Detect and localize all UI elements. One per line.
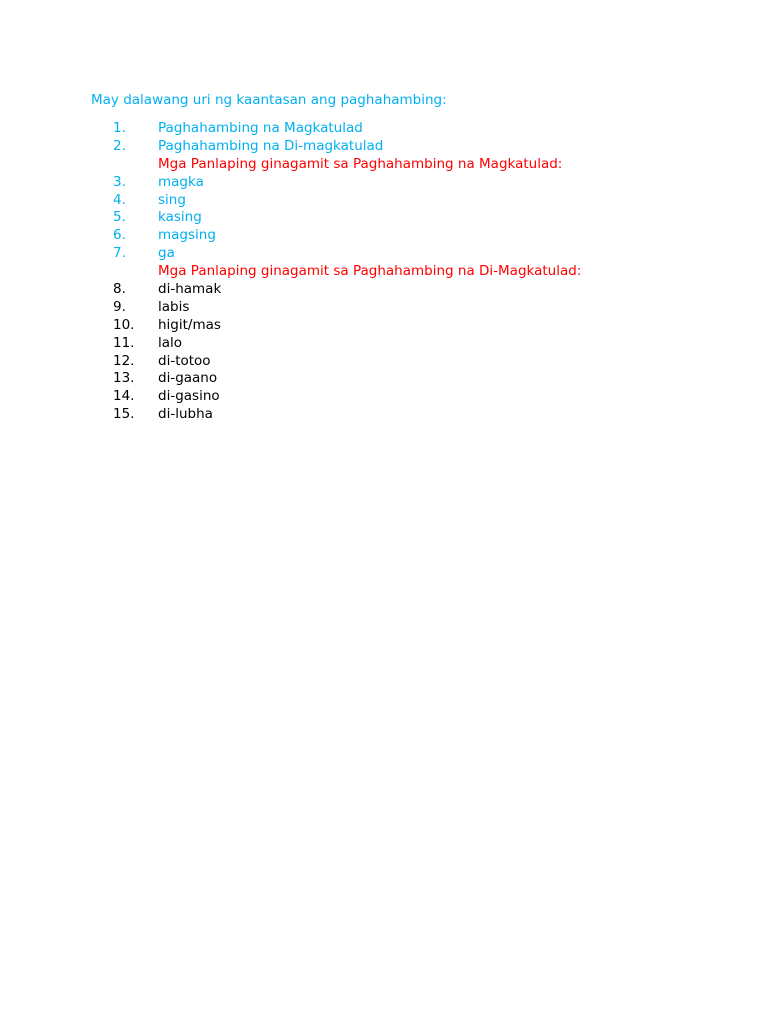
list-item-text: di-totoo (158, 352, 211, 369)
list-item-text: sing (158, 191, 186, 208)
list-item-number: 2. (113, 137, 126, 154)
section-heading-text: Mga Panlaping ginagamit sa Paghahambing na Di-Magkatulad: (158, 263, 582, 280)
list-item-number: 12. (113, 352, 135, 369)
list-item-number: 6. (113, 227, 126, 244)
list-item-number: 11. (113, 334, 135, 351)
list-item-number: 9. (113, 298, 126, 315)
list-item-text: kasing (158, 209, 202, 226)
list-item-text: Paghahambing na Magkatulad (158, 120, 363, 136)
list-item (0, 317, 768, 335)
list-item (0, 370, 768, 388)
list-item-text: Paghahambing na Di-magkatulad (158, 137, 384, 154)
list-item (0, 138, 768, 156)
list-item (0, 120, 768, 138)
list-item-text: magsing (158, 227, 216, 244)
list-item-text: labis (158, 298, 190, 315)
list-item-number: 8. (113, 281, 126, 298)
list-item (0, 335, 768, 353)
section-heading (0, 156, 768, 174)
list-item-text: ga (158, 245, 175, 262)
list-item-text: di-lubha (158, 406, 213, 423)
list-item-number: 13. (113, 370, 135, 387)
list-item-text: higit/mas (158, 316, 221, 333)
list-item-number: 7. (113, 245, 126, 262)
numbered-list (0, 120, 768, 424)
list-item (0, 174, 768, 192)
list-item (0, 227, 768, 245)
list-item-text: lalo (158, 334, 183, 351)
section-heading (0, 263, 768, 281)
list-item (0, 192, 768, 210)
section-heading-text: Mga Panlaping ginagamit sa Paghahambing na Magkatulad: (158, 155, 563, 172)
list-item (0, 281, 768, 299)
list-item-text: di-gaano (158, 370, 218, 387)
list-item-number: 10. (113, 316, 135, 333)
list-item-number: 3. (113, 173, 126, 190)
list-item-text: di-hamak (158, 281, 222, 298)
list-item-number: 15. (113, 406, 135, 423)
intro-text: May dalawang uri ng kaantasan ang paghahambing: (91, 92, 447, 108)
list-item-text: magka (158, 173, 204, 190)
list-item (0, 406, 768, 424)
list-item-text: di-gasino (158, 388, 220, 405)
list-item-number: 4. (113, 191, 126, 208)
list-item-number: 14. (113, 388, 135, 405)
list-item (0, 209, 768, 227)
list-item-number: 5. (113, 209, 126, 226)
list-item (0, 388, 768, 406)
list-item (0, 299, 768, 317)
list-item (0, 353, 768, 371)
list-item (0, 245, 768, 263)
list-item-number: 1. (113, 120, 126, 136)
